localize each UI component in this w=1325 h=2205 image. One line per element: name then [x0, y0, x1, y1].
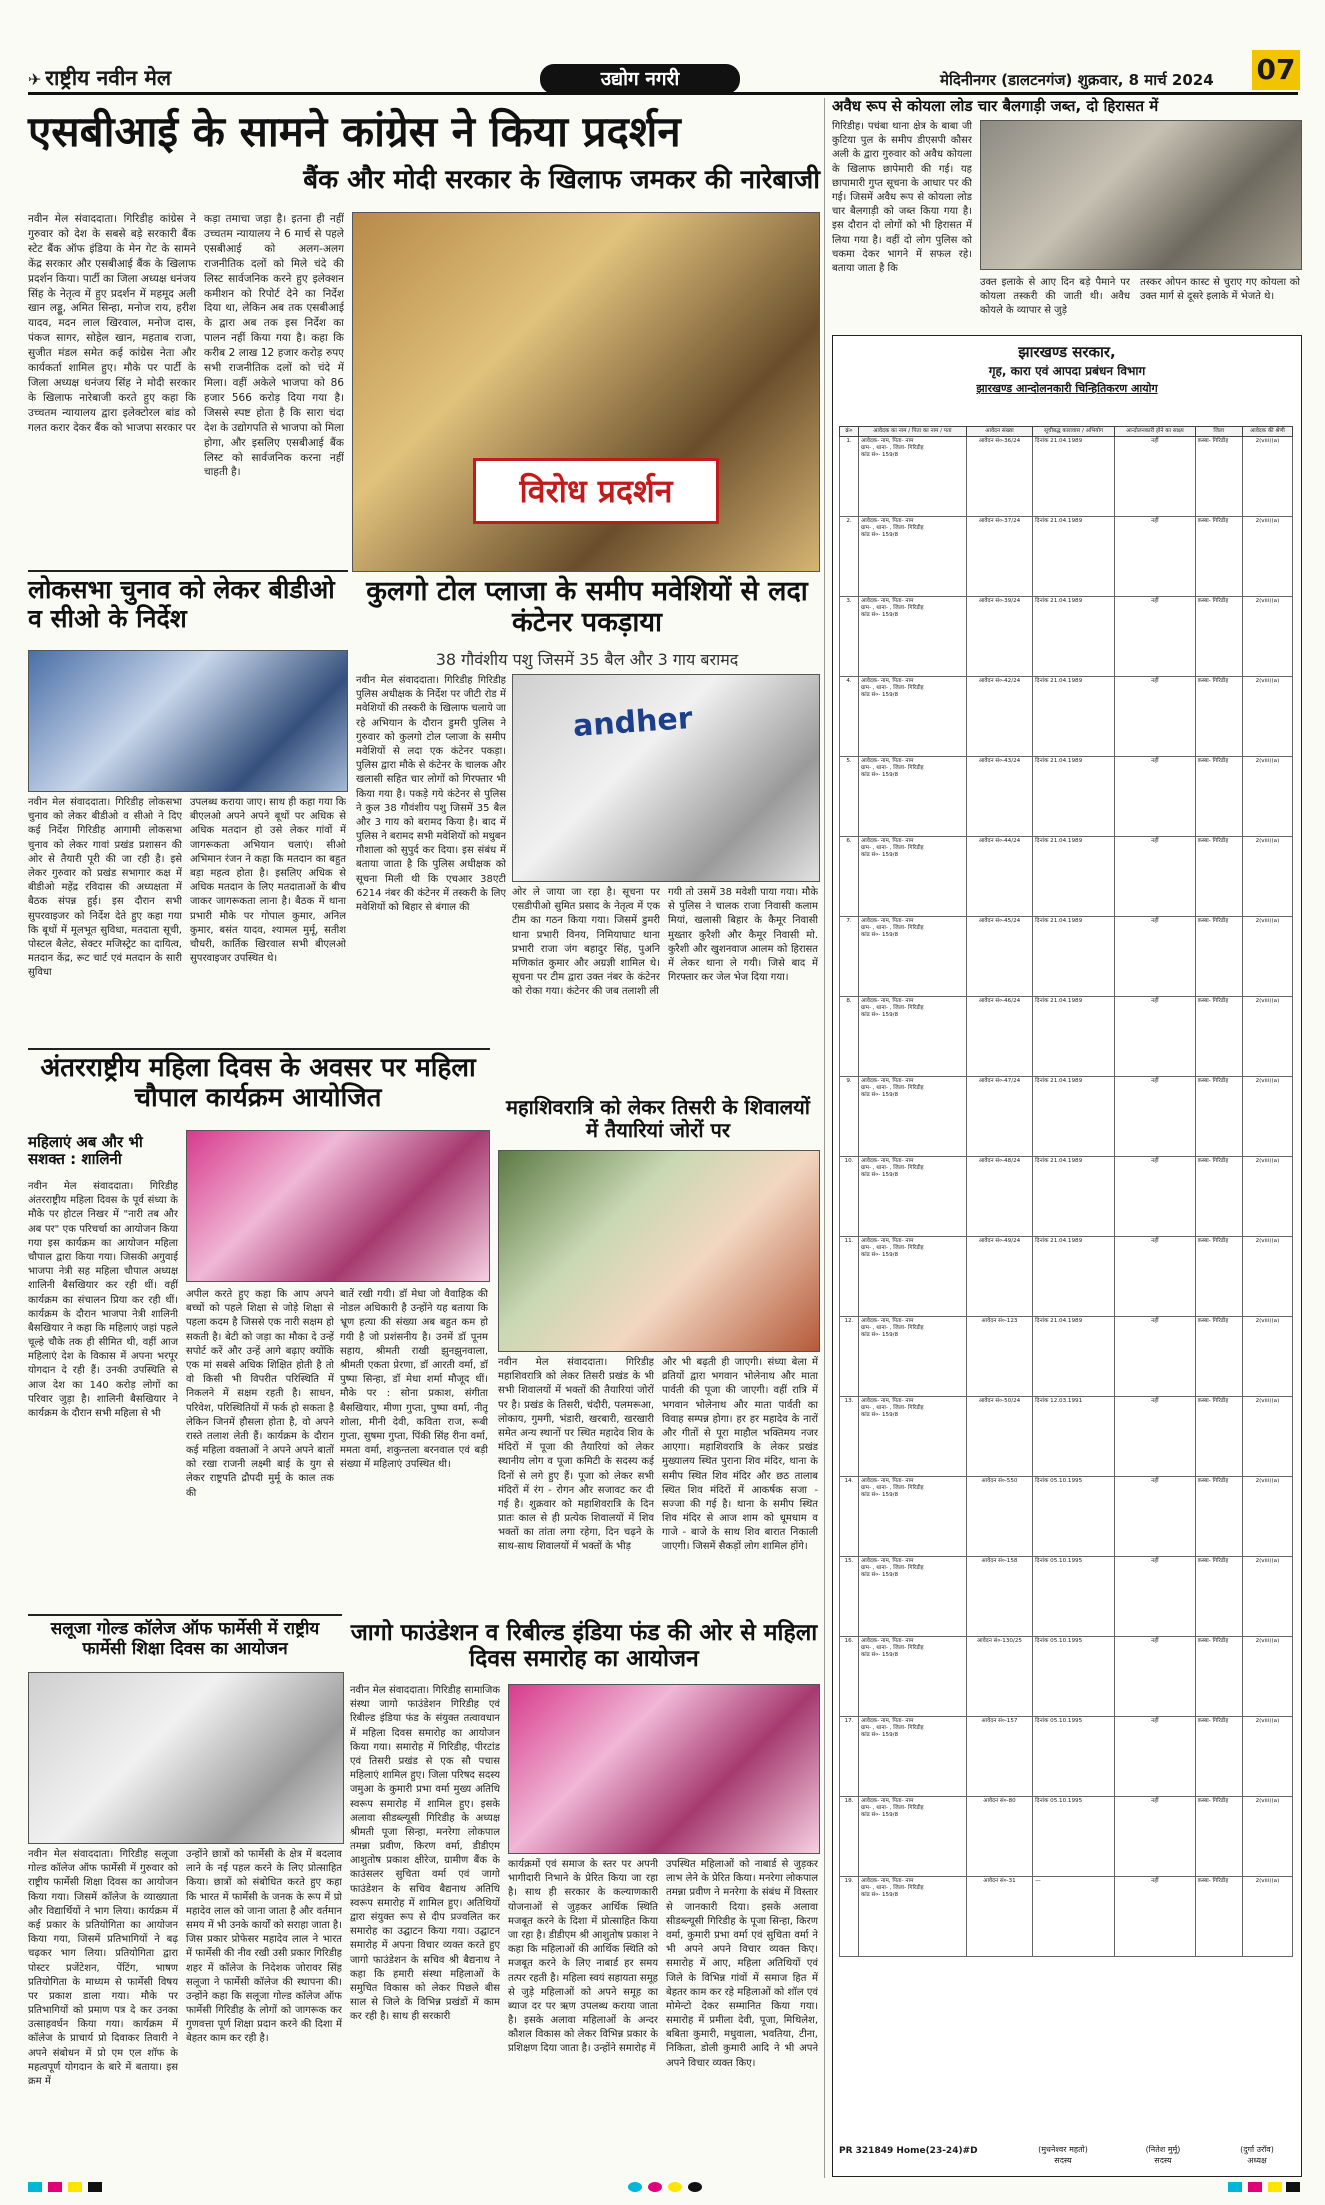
notice-cell: आवेदन सं०-50/24 [966, 1396, 1032, 1476]
pr-number: PR 321849 Home(23-24)#D [839, 2146, 978, 2156]
notice-cell-line: कांड सं०- 159/8 [861, 611, 899, 618]
notice-cell [859, 596, 967, 676]
womens-day-col-2: अपील करते हुए कहा कि आप अपने बच्चों को पहले शिक्षा से जोड़े शिक्षा से पहला कदम है जिससे एक नारी सक्षम हो सकती है। बेटी को जड़ा का मौका दे उन्हें सपोर्ट करें और उन्हें आगे बढ़ाए क्योंकि एक मां सबसे अधिक शिक्षित होती है तो वो किसी भी विपरीत परिस्थिति में निकलने में सक्षम रहती है। साधन, परिवेश, परिस्थितियों में फर्क हो सकता है लेकिन जिनमें हौसला होता है, वो अपने रास्ते तलाश लेती हैं। कार्यक्रम के दौरान कई महिला वक्ताओं ने अपने अपने बातों को रखा राजनी लक्ष्मी बाई के युग से लेकर राष्ट्रपति द्रौपदी मुर्मू के काल तक की [186, 1289, 334, 1499]
notice-cell: आवेदन सं०-39/24 [966, 596, 1032, 676]
notice-cell: 2(viii)(a) [1242, 1316, 1292, 1396]
notice-cell: नहीं [1115, 1236, 1195, 1316]
signatory-3-role: अध्यक्ष [1247, 2156, 1267, 2165]
notice-cell-line: ग्राम- , थाना- , जिला- गिरिडीह [861, 604, 924, 611]
notice-cell [859, 1556, 967, 1636]
notice-cell: कस्बा- गिरिडीह [1195, 836, 1242, 916]
notice-cell: कस्बा- गिरिडीह [1195, 916, 1242, 996]
notice-cell: आवेदन सं०-42/24 [966, 676, 1032, 756]
notice-cell: कस्बा- गिरिडीह [1195, 1476, 1242, 1556]
notice-cell: 14. [840, 1476, 859, 1556]
signatory-3-name: (दुर्गा उरॉव) [1240, 2145, 1274, 2154]
notice-cell-line: आवेदक- नाम, पिता- नाम [861, 677, 914, 684]
womens-group-photo [186, 1130, 490, 1282]
notice-row [840, 836, 1293, 916]
notice-cell: कस्बा- गिरिडीह [1195, 596, 1242, 676]
signatory-2-role: सदस्य [1154, 2156, 1172, 2165]
notice-cell-line: ग्राम- , थाना- , जिला- गिरिडीह [861, 924, 924, 931]
notice-cell: 2(viii)(a) [1242, 1556, 1292, 1636]
notice-row [840, 596, 1293, 676]
coal-col-1: गिरिडीह। पचंबा थाना क्षेत्र के बाबा जी कुटिया पुल के समीप डीएसपी कौसर अली के द्वारा गुरुवार को अवैध कोयला के खिलाफ छापेमारी की गई। यह छापामारी गुप्त सूचना के आधार पर की गई। जिसमें अवैध रूप से कोयला लोड चार बैलगाड़ी को जब्त किया गया है। इस दौरान दो लोगों को भी हिरासत में लिया गया है। वहीं दो लोग पुलिस को चकमा देकर भागने में सफल रहे। बताया जाता है कि [832, 121, 972, 274]
coal-col-3: तस्कर ओपन कास्ट से चुराए गए कोयला को उक्त मार्ग से दूसरे इलाके में भेजते थे। [1140, 277, 1300, 303]
notice-cell: नहीं [1115, 1396, 1195, 1476]
notice-col-header: जिला [1195, 427, 1242, 437]
container-truck-photo [512, 674, 820, 882]
notice-col-header: आवेदक की श्रेणी [1242, 427, 1292, 437]
notice-cell: कस्बा- गिरिडीह [1195, 1156, 1242, 1236]
notice-cell-line: आवेदक- नाम, पिता- नाम [861, 1077, 914, 1084]
notice-cell: 2(viii)(a) [1242, 836, 1292, 916]
notice-cell [859, 676, 967, 756]
coal-col-2: उक्त इलाके से आए दिन बड़े पैमाने पर कोयला तस्करी की जाती थी। अवैध कोयले के व्यापार से जुड़े [980, 277, 1130, 317]
notice-cell: कस्बा- गिरिडीह [1195, 1716, 1242, 1796]
print-registration-bar [28, 2182, 1300, 2196]
notice-cell: कस्बा- गिरिडीह [1195, 756, 1242, 836]
jago-event-photo [508, 1684, 820, 1854]
notice-table [839, 426, 1293, 1957]
loksabha-meeting-photo [28, 650, 348, 792]
notice-cell [859, 836, 967, 916]
notice-cell-line: ग्राम- , थाना- , जिला- गिरिडीह [861, 1084, 924, 1091]
notice-cell: नहीं [1115, 596, 1195, 676]
notice-cell: दिनांक 21.04.1989 [1033, 836, 1115, 916]
signatory-1-role: सदस्य [1054, 2156, 1072, 2165]
notice-cell: आवेदन सं०-46/24 [966, 996, 1032, 1076]
kulgo-subhead: 38 गौवंशीय पशु जिसमें 35 बैल और 3 गाय बरामद [435, 650, 739, 669]
kulgo-headline: कुलगो टोल प्लाजा के समीप मवेशियों से लदा कंटेनर पकड़ाया [366, 576, 808, 639]
notice-cell: नहीं [1115, 676, 1195, 756]
notice-cell: कस्बा- गिरिडीह [1195, 1876, 1242, 1956]
temple-photo [498, 1150, 820, 1352]
notice-cell: 2(viii)(a) [1242, 516, 1292, 596]
reg-magenta [648, 2182, 662, 2192]
notice-cell: आवेदन सं०-31 [966, 1876, 1032, 1956]
notice-cell: नहीं [1115, 516, 1195, 596]
notice-cell: 2(viii)(a) [1242, 436, 1292, 516]
divider [28, 1048, 490, 1050]
notice-cell-line: आवेदक- नाम, पिता- नाम [861, 757, 914, 764]
paper-name: ✈ राष्ट्रीय नवीन मेल [28, 64, 171, 92]
notice-cell [859, 516, 967, 596]
coal-headline: अवैध रूप से कोयला लोड चार बैलगाड़ी जब्त, दो हिरासत में [832, 97, 1159, 115]
notice-cell: नहीं [1115, 1876, 1195, 1956]
notice-cell-line: कांड सं०- 159/8 [861, 851, 899, 858]
notice-cell-line: ग्राम- , थाना- , जिला- गिरिडीह [861, 1644, 924, 1651]
notice-row [840, 436, 1293, 516]
notice-cell: 15. [840, 1556, 859, 1636]
notice-cell: दिनांक 05.10.1995 [1033, 1476, 1115, 1556]
notice-title-2: गृह, कारा एवं आपदा प्रबंधन विभाग [988, 364, 1146, 378]
notice-cell: आवेदन सं०-49/24 [966, 1236, 1032, 1316]
notice-header-row [840, 427, 1293, 437]
notice-table-body [840, 436, 1293, 1956]
notice-cell-line: कांड सं०- 159/8 [861, 1251, 899, 1258]
notice-cell-line: कांड सं०- 159/8 [861, 1171, 899, 1178]
notice-cell-line: कांड सं०- 159/8 [861, 931, 899, 938]
notice-cell: 2(viii)(a) [1242, 596, 1292, 676]
notice-row [840, 1396, 1293, 1476]
notice-cell: दिनांक 21.04.1989 [1033, 436, 1115, 516]
reg-magenta [1248, 2182, 1262, 2192]
notice-row [840, 1636, 1293, 1716]
coal-cart-photo [980, 120, 1302, 270]
notice-cell-line: ग्राम- , थाना- , जिला- गिरिडीह [861, 1564, 924, 1571]
notice-cell-line: आवेदक- नाम, पिता- नाम [861, 1477, 914, 1484]
notice-cell [859, 1716, 967, 1796]
notice-row [840, 1716, 1293, 1796]
dateline: मेदिनीनगर (डालटनगंज) शुक्रवार, 8 मार्च 2024 [940, 71, 1214, 89]
notice-row [840, 1556, 1293, 1636]
notice-cell: 2(viii)(a) [1242, 996, 1292, 1076]
notice-col-header: क्रं० [840, 427, 859, 437]
notice-cell: 11. [840, 1236, 859, 1316]
notice-cell: दिनांक 21.04.1989 [1033, 1236, 1115, 1316]
notice-cell: कस्बा- गिरिडीह [1195, 1556, 1242, 1636]
signatory-1-name: (मुधनेश्वर महतो) [1038, 2145, 1088, 2154]
notice-cell [859, 1876, 967, 1956]
notice-cell: 2(viii)(a) [1242, 756, 1292, 836]
notice-cell: नहीं [1115, 1796, 1195, 1876]
notice-cell: 8. [840, 996, 859, 1076]
notice-cell: 13. [840, 1396, 859, 1476]
reg-yellow [1268, 2182, 1282, 2192]
notice-cell-line: कांड सं०- 159/8 [861, 691, 899, 698]
notice-cell: आवेदन सं०-550 [966, 1476, 1032, 1556]
notice-cell: 4. [840, 676, 859, 756]
notice-cell: 16. [840, 1636, 859, 1716]
notice-cell-line: कांड सं०- 159/8 [861, 771, 899, 778]
notice-row [840, 1876, 1293, 1956]
notice-cell-line: कांड सं०- 159/8 [861, 1491, 899, 1498]
notice-cell-line: आवेदक- नाम, पिता- नाम [861, 597, 914, 604]
notice-title-1: झारखण्ड सरकार, [1018, 343, 1116, 361]
notice-cell: 5. [840, 756, 859, 836]
notice-cell: 2(viii)(a) [1242, 1636, 1292, 1716]
notice-cell [859, 996, 967, 1076]
signatory-3 [1217, 2144, 1297, 2166]
notice-cell: 2(viii)(a) [1242, 1156, 1292, 1236]
notice-cell: आवेदन सं०-36/24 [966, 436, 1032, 516]
shivratri-col-1: नवीन मेल संवाददाता। गिरिडीह महाशिवरात्रि को लेकर तिसरी प्रखंड के भी सभी शिवालयों में भक्तों की तैयारियां जोरों पर है। प्रखंड के तिसरी, चंदौरी, पलमरूआ, लोकाय, गुमगी, भंडारी, खरबारी, खरखारी समेत अन्य स्थानों पर स्थित महादेव शिव के मंदिरों में पूजा की तैयारियां को लेकर स्थानीय लोग व पूजा कमिटी के सदस्य कई दिनों से लगे हुए हैं। पूजा को लेकर सभी मंदिरों में रंग - रोगन और सजावट कर दी गई है। शुक्रवार को महाशिवरात्रि के दिन प्रातः काल से ही प्रत्येक शिवालयों में शिव भक्तों का तांता लगा रहेगा, दिन चढ़ने के साथ-साथ शिवालयों में भक्तों के भीड़ [498, 1357, 654, 1553]
reg-magenta [48, 2182, 62, 2192]
notice-cell [859, 1236, 967, 1316]
notice-cell: कस्बा- गिरिडीह [1195, 996, 1242, 1076]
notice-cell-line: आवेदक- नाम, पिता- नाम [861, 1317, 914, 1324]
lead-col-1: नवीन मेल संवाददाता। गिरिडीह कांग्रेस ने गुरुवार को देश के सबसे बड़े सरकारी बैंक स्टेट बैंक ऑफ इंडिया के मेन गेट के सामने केंद्र सरकार और एसबीआई बैंक के खिलाफ प्रदर्शन किया। पार्टी का जिला अध्यक्ष धनंजय सिंह के नेतृत्व में हुए प्रदर्शन में महमूद अली खान लड्डू, अमित सिन्हा, मनोज राय, हरीश यादव, मदन लाल खिरवाल, मनोज दास, पंकज सागर, सोहेल खान, महताब राजा, सुजीत मंडल समेत कई कांग्रेस नेता और कार्यकर्ता शामिल हुए। मौके पर पार्टी के जिला अध्यक्ष धनंजय सिंह ने मोदी सरकार के खिलाफ नारेबाजी करते हुए कहा कि उच्चतम न्यायालय द्वारा इलेक्टोरल बांड को गलत करार देकर बैंक को भाजपा सरकार पर [28, 213, 196, 434]
notice-cell: दिनांक 05.10.1995 [1033, 1796, 1115, 1876]
notice-cell: दिनांक 21.04.1989 [1033, 756, 1115, 836]
notice-row [840, 1316, 1293, 1396]
lead-col-2: कड़ा तमाचा जड़ा है। इतना ही नहीं उच्चतम न्यायालय ने 6 मार्च से पहले एसबीआई को अलग-अलग राजनीतिक दलों को मिले चंदे की लिस्ट सार्वजनिक करने हुए इलेक्शन कमीशन को रिपोर्ट देने का निर्देश दिया था, लेकिन अब तक एसबीआई के द्वारा अब तक इस निर्देश का पालन नहीं किया गया है। कहा कि करीब 2 लाख 12 हजार करोड़ रुपए सभी राजनीतिक दलों को चंदे में मिला। वहीं अकेले भाजपा को 86 हजार 566 करोड़ दिया गया है। जिससे स्पष्ट होता है कि सारा चंदा देश के उद्योगपति से भाजपा को मिला होगा, और इसलिए एसबीआई बैंक लिस्ट को सार्वजनिक करना नहीं चाहती है। [204, 213, 344, 479]
govt-notice-panel [832, 335, 1302, 2177]
lead-subhead: बैंक और मोदी सरकार के खिलाफ जमकर की नारेबाजी [303, 165, 820, 195]
reg-yellow [68, 2182, 82, 2192]
notice-col-header: आवेदक का नाम / पिता का नाम / पता [859, 427, 967, 437]
loksabha-headline: लोकसभा चुनाव को लेकर बीडीओ व सीओ के निर्देश [28, 575, 335, 633]
notice-cell: दिनांक 21.04.1989 [1033, 1316, 1115, 1396]
notice-row [840, 1236, 1293, 1316]
notice-cell [859, 436, 967, 516]
notice-cell: — [1033, 1876, 1115, 1956]
notice-cell: कस्बा- गिरिडीह [1195, 516, 1242, 596]
notice-cell-line: ग्राम- , थाना- , जिला- गिरिडीह [861, 1884, 924, 1891]
notice-row [840, 1156, 1293, 1236]
kulgo-col-2: ओर ले जाया जा रहा है। सूचना पर एसडीपीओ सुमित प्रसाद के नेतृत्व में एक टीम का गठन किया गया। जिसमें डुमरी थाना प्रभारी विनय, निमियाघाट थाना प्रभारी राजा जंग बहादुर सिंह, पुअनि मणिकांत कुमार और अग्रज्ञी शामिल थे। सूचना पर टीम द्वारा उक्त नंबर के कंटेनर को रोका गया। कंटेनर की जब तलाशी ली [512, 887, 660, 998]
notice-cell-line: आवेदक- नाम, पिता- नाम [861, 1557, 914, 1564]
notice-cell [859, 756, 967, 836]
notice-cell [859, 1316, 967, 1396]
notice-cell: नहीं [1115, 1636, 1195, 1716]
notice-cell: 2(viii)(a) [1242, 1396, 1292, 1476]
notice-cell-line: आवेदक- नाम, पिता- नाम [861, 1157, 914, 1164]
notice-cell-line: कांड सं०- 159/8 [861, 1651, 899, 1658]
notice-cell-line: आवेदक- नाम, पिता- नाम [861, 1717, 914, 1724]
notice-cell: 2. [840, 516, 859, 596]
notice-cell-line: ग्राम- , थाना- , जिला- गिरिडीह [861, 1484, 924, 1491]
reg-cyan [628, 2182, 642, 2192]
notice-cell: कस्बा- गिरिडीह [1195, 1396, 1242, 1476]
notice-row [840, 996, 1293, 1076]
notice-cell: 18. [840, 1796, 859, 1876]
notice-cell-line: आवेदक- नाम, पिता- नाम [861, 1237, 914, 1244]
notice-cell [859, 1636, 967, 1716]
notice-cell: दिनांक 21.04.1989 [1033, 916, 1115, 996]
notice-cell-line: कांड सं०- 159/8 [861, 531, 899, 538]
notice-cell: दिनांक 21.04.1989 [1033, 596, 1115, 676]
notice-cell: 2(viii)(a) [1242, 1076, 1292, 1156]
womens-day-headline: अंतरराष्ट्रीय महिला दिवस के अवसर पर महिला चौपाल कार्यक्रम आयोजित [40, 1053, 476, 1113]
notice-cell: आवेदन सं०-37/24 [966, 516, 1032, 596]
notice-cell-line: आवेदक- नाम, पिता- नाम [861, 1637, 914, 1644]
notice-cell: 2(viii)(a) [1242, 1476, 1292, 1556]
notice-cell-line: ग्राम- , थाना- , जिला- गिरिडीह [861, 1244, 924, 1251]
divider [28, 1614, 342, 1616]
womens-day-col-1: नवीन मेल संवाददाता। गिरिडीह अंतरराष्ट्रीय महिला दिवस के पूर्व संध्या के मौके पर होटल निखर में "नारी तब और अब पर" एक परिचर्चा का आयोजन किया गया इस कार्यक्रम का आयोजन महिला चौपाल द्वारा किया गया। जिसकी अगुवाई भाजपा नेत्री सह महिला चौपाल अध्यक्ष शालिनी बैसखियार कर रही थीं। वहीं कार्यक्रम का संचालन प्रिया कर रही थीं। कार्यक्रम के दौरान भाजपा नेत्री शालिनी बैसखियार ने कहा कि महिलाएं जहां पहले चूल्हे चौके तक ही सीमित थी, वहीं आज महिलाएं देश के विकास में अपना भरपूर योगदान दे रही हैं। उनकी उपस्थिति से आज देश का 140 करोड़ लोगों का परिवार जुड़ा है। शालिनी बैसखियार ने कार्यक्रम के दौरान सभी महिला से भी [28, 1181, 178, 1419]
notice-cell-line: आवेदक- नाम, पिता- नाम [861, 997, 914, 1004]
lead-headline: एसबीआई के सामने कांग्रेस ने किया प्रदर्शन [28, 107, 681, 156]
notice-cell-line: कांड सं०- 159/8 [861, 1571, 899, 1578]
notice-cell: 2(viii)(a) [1242, 676, 1292, 756]
notice-cell: कस्बा- गिरिडीह [1195, 436, 1242, 516]
notice-cell: 9. [840, 1076, 859, 1156]
notice-col-header: आवेदन संख्या [966, 427, 1032, 437]
notice-row [840, 676, 1293, 756]
womens-day-quote: महिलाएं अब और भी सशक्त : शालिनी [28, 1133, 143, 1169]
notice-cell: नहीं [1115, 436, 1195, 516]
notice-cell-line: आवेदक- नाम, पिता- नाम [861, 1397, 914, 1404]
reg-yellow [668, 2182, 682, 2192]
jago-col-2: कार्यक्रमों एवं समाज के स्तर पर अपनी भागीदारी निभाने के प्रेरित किया जा रहा है। साथ ही सरकार के कल्याणकारी योजनाओं से जुड़कर आर्थिक स्थिति मजबूत करने के दिशा में प्रोत्साहित किया जा रहा है। डीडीएम श्री आशुतोष प्रकाश ने कहा कि महिलाओं की आर्थिक स्थिति को मजबूत करने के लिए नाबार्ड हर समय तत्पर रहती है। महिला स्वयं सहायता समूह से जुड़े महिलाओं को अपने समूह का ब्याज दर पर ऋण उपलब्ध कराया जाता है। इसके अलावा महिलाओं के अन्दर कौशल विकास को लेकर विभिन्न प्रकार के प्रशिक्षण दिया जाता है। उन्होंने समारोह में [508, 1859, 658, 2055]
lead-protest-photo [352, 212, 820, 572]
notice-cell-line: आवेदक- नाम, पिता- नाम [861, 917, 914, 924]
notice-cell: नहीं [1115, 1156, 1195, 1236]
notice-row [840, 516, 1293, 596]
notice-cell [859, 1396, 967, 1476]
notice-row [840, 756, 1293, 836]
notice-cell-line: कांड सं०- 159/8 [861, 451, 899, 458]
notice-cell: नहीं [1115, 1316, 1195, 1396]
notice-cell: 2(viii)(a) [1242, 916, 1292, 996]
notice-cell: आवेदन सं०-44/24 [966, 836, 1032, 916]
notice-cell: 7. [840, 916, 859, 996]
notice-cell-line: ग्राम- , थाना- , जिला- गिरिडीह [861, 444, 924, 451]
notice-cell: 2(viii)(a) [1242, 1796, 1292, 1876]
notice-cell: 19. [840, 1876, 859, 1956]
notice-cell: आवेदन सं०-158 [966, 1556, 1032, 1636]
page-number: 07 [1252, 50, 1300, 90]
jago-col-1: नवीन मेल संवाददाता। गिरिडीह सामाजिक संस्था जागो फाउंडेशन गिरिडीह एवं रिबील्ड इंडिया फंड के संयुक्त तत्वावधान में महिला दिवस समारोह का आयोजन किया गया। समारोह में गिरिडीह, पीरटांड एवं तिसरी प्रखंड से एक सौ पचास महिलाएं शामिल हुए। जिला परिषद सदस्य जमुआ के कुमारी प्रभा वर्मा मुख्य अतिथि स्वरूप समारोह में शामिल हुए। इसके अलावा सीडब्ल्यूसी गिरिडीह के अध्यक्ष श्रीमती पूजा सिन्हा, मनरेगा लोकपाल तमन्ना प्रवीण, किरण वर्मा, डीडीएम आशुतोष प्रकाश क्षीरेज, ग्रामीण बैंक के काउंसलर सुचिता वर्मा एवं जागो फाउंडेशन के सचिव बैद्यनाथ अतिथि स्वरूप समारोह में शामिल हुए। अतिथियों द्वारा संयुक्त रूप से दीप प्रज्वलित कर समारोह का उद्घाटन किया गया। उद्घाटन समारोह में अपना विचार व्यक्त करते हुए जागो फाउंडेशन के सचिव श्री बैद्यनाथ ने कहा कि हमारी संस्था महिलाओं के समुचित विकास को लेकर पिछले बीस साल से जिले के विभिन्न प्रखंडों में काम कर रही है। साथ ही सरकारी [350, 1685, 500, 2023]
womens-day-col-3: बातें रखी गयी। डॉ मेधा जो वैवाहिक की नोडल अधिकारी है उन्होंने यह बताया कि भ्रूण हत्या की संख्या अब बहुत कम हो गयी है जो प्रशंसनीय है। उनमें डॉ पूनम सहाय, श्रीमती राखी झुनझुनवाला, श्रीमती एकता प्रेरणा, डॉ आरती वर्मा, डॉ पुष्पा सिन्हा, डॉ मेधा शर्मा मौजूद थीं। मौके पर : सोना प्रकाश, संगीता बैसखियार, मीणा गुप्ता, पुष्पा वर्मा, नीतू शोला, मीनी देवी, कविता राज, रूबी गुप्ता, सुषमा गुप्ता, पिंकी सिंह रीना वर्मा, ममता वर्मा, शकुन्तला बरनवाल एवं बड़ी संख्या में महिलाएं उपस्थित थी। [340, 1289, 488, 1471]
notice-cell [859, 1476, 967, 1556]
notice-cell: आवेदन सं०-123 [966, 1316, 1032, 1396]
notice-cell-line: ग्राम- , थाना- , जिला- गिरिडीह [861, 524, 924, 531]
notice-cell-line: कांड सं०- 159/8 [861, 1731, 899, 1738]
notice-cell: नहीं [1115, 1476, 1195, 1556]
reg-black [1286, 2182, 1300, 2192]
notice-cell: आवेदन सं०-48/24 [966, 1156, 1032, 1236]
notice-cell: नहीं [1115, 1076, 1195, 1156]
notice-cell: 2(viii)(a) [1242, 1876, 1292, 1956]
notice-row [840, 1076, 1293, 1156]
column-rule [824, 98, 825, 2178]
notice-cell-line: ग्राम- , थाना- , जिला- गिरिडीह [861, 1804, 924, 1811]
kulgo-col-1: नवीन मेल संवाददाता। गिरिडीह गिरिडीह पुलिस अधीक्षक के निर्देश पर जीटी रोड में मवेशियों की तस्करी के खिलाफ चलाये जा रहे अभियान के दौरान डुमरी पुलिस ने गुरुवार को कुलगो टोल प्लाजा के समीप मवेशियों से लदा एक कंटेनर पकड़ा। पुलिस द्वारा मौके से कंटेनर के चालक और खलासी सहित चार लोगों को गिरफ्तार भी किया गया है। पकड़े गये कंटेनर से पुलिस ने कुल 38 गौवंशीय पशु जिसमें 35 बैल और 3 गाय को बरामद किया है। बाद में पुलिस ने बरामद सभी मवेशियों को मधुबन गौशाला को सुपुर्द कर दिया। इस संबंध में बताया जाता है कि पुलिस अधीक्षक को सूचना मिली थी कि एचआर 38एटी 6214 नंबर की कंटेनर में तस्करी के लिए मवेशियों को बिहार से बंगाल की [356, 675, 506, 913]
notice-cell-line: आवेदक- नाम, पिता- नाम [861, 837, 914, 844]
salluja-col-2: उन्होंने छात्रों को फार्मेसी के क्षेत्र में बदलाव लाने के नई पहल करने के लिए प्रोत्साहित किया। छात्रों को संबोधित करते हुए कहा कि भारत में फार्मेसी के जनक के रूप में प्रो महादेव लाल को जाना जाता है और वर्तमान समय में भी उनके कार्यों को सराहा जाता है। जिस प्रकार प्रोफेसर महादेव लाल ने भारत में फार्मेसी की नीव रखी उसी प्रकार गिरिडीह शहर में कॉलेज के निदेशक जोरावर सिंह सलूजा ने फार्मेसी कॉलेज की स्थापना की। उन्होंने कहा कि सलूजा गोल्ड कॉलेज ऑफ फार्मेसी गिरिडीह के लोगों को जागरूक कर गुणवत्ता पूर्ण शिक्षा प्रदान करने की दिशा में बेहतर काम कर रही है। [186, 1849, 342, 2045]
notice-cell: कस्बा- गिरिडीह [1195, 1636, 1242, 1716]
notice-cell: 2(viii)(a) [1242, 1716, 1292, 1796]
notice-row [840, 1796, 1293, 1876]
shivratri-col-2: और भी बढ़ती ही जाएगी। संध्या बेला में व्रतियों द्वारा भगवान भोलेनाथ और माता पार्वती की पूजा की जाएगी। वहीं रात्रि में भगवान भोलेनाथ और माता पार्वती का विवाह सम्पन्न होगा। हर हर महादेव के नारों और गीतों से पूरा माहौल भक्तिमय नजर आएगा। महाशिवरात्रि के लेकर प्रखंड मुख्यालय स्थित पुराना शिव मंदिर, थाना के समीप स्थित शिव मंदिर और छठ तालाब स्थित शिव मंदिरों में आकर्षक सजा - सज्जा की गई है। थाना के समीप स्थित शिव मंदिर से आज शाम को धूमधाम व गाजे - बाजे के साथ शिव बारात निकाली जाएगी। जिसमें सैकड़ों लोग शामिल होंगे। [662, 1357, 818, 1553]
notice-cell-line: ग्राम- , थाना- , जिला- गिरिडीह [861, 1164, 924, 1171]
notice-cell-line: ग्राम- , थाना- , जिला- गिरिडीह [861, 844, 924, 851]
notice-cell: आवेदन सं०-45/24 [966, 916, 1032, 996]
notice-cell-line: ग्राम- , थाना- , जिला- गिरिडीह [861, 684, 924, 691]
notice-cell [859, 1156, 967, 1236]
notice-cell: दिनांक 05.10.1995 [1033, 1636, 1115, 1716]
reg-black [688, 2182, 702, 2192]
notice-cell: दिनांक 05.10.1995 [1033, 1556, 1115, 1636]
notice-cell: कस्बा- गिरिडीह [1195, 1796, 1242, 1876]
loksabha-col-1: नवीन मेल संवाददाता। गिरिडीह लोकसभा चुनाव को लेकर बीडीओ व सीओ ने दिए कई निर्देश गिरिडीह आगामी लोकसभा चुनाव को लेकर गावां प्रखंड प्रशासन की ओर से तैयारी पूरी की जा रही है। इसे लेकर गुरुवार को प्रखंड सभागार कक्ष में बीडीओ महेंद्र रविदास की अध्यक्षता में बैठक संपन्न हुई। इस दौरान सभी सुपरवाइजर को निर्देश देते हुए कहा गया कि बूथों में मूलभूत सुविधा, मतदाता सूची, पोस्टल बैलेट, सेक्टर मजिस्ट्रेट का दायित्व, मतदान केंद्र, रूट चार्ट एवं मतदान के सारी सुविधा [28, 797, 182, 979]
notice-cell [859, 1796, 967, 1876]
notice-cell-line: ग्राम- , थाना- , जिला- गिरिडीह [861, 1724, 924, 1731]
notice-row [840, 916, 1293, 996]
loksabha-col-2: उपलब्ध कराया जाए। साथ ही कहा गया कि बीएलओ अपने अपने बूथों पर अधिक से अधिक मतदान हो उसे लेकर गांवों में जागरूकता अभियान चलाएं। सीओ अभिमान रंजन ने कहा कि मतदान का बहुत बड़ा महत्व होता है। इसलिए अधिक से अधिक मतदान के लिए मतदाताओं के बीच जाकर जागरूकता लाना है। बैठक में थाना प्रभारी मौके पर गोपाल कुमार, अनिल कुमार, बसंत यादव, श्यामल मुर्मू, सतीश चौधरी, कार्तिक खिरवाल सभी बीएलओ सुपरवाइजर उपस्थित थे। [190, 797, 346, 965]
notice-cell-line: आवेदक- नाम, पिता- नाम [861, 1797, 914, 1804]
shivratri-headline: महाशिवरात्रि को लेकर तिसरी के शिवालयों में तैयारियां जोरों पर [506, 1095, 810, 1142]
notice-title-3: झारखण्ड आन्दोलनकारी चिन्हितिकरण आयोग [976, 382, 1158, 395]
notice-cell: 1. [840, 436, 859, 516]
notice-cell: आवेदन सं०-47/24 [966, 1076, 1032, 1156]
notice-cell: नहीं [1115, 996, 1195, 1076]
notice-col-header: सूचीबद्ध कारावास / अभियोग [1033, 427, 1115, 437]
notice-cell: नहीं [1115, 916, 1195, 996]
notice-cell-line: कांड सं०- 159/8 [861, 1091, 899, 1098]
notice-cell-line: आवेदक- नाम, पिता- नाम [861, 1877, 914, 1884]
notice-cell: 6. [840, 836, 859, 916]
notice-row [840, 1476, 1293, 1556]
pharmacy-college-photo [28, 1672, 344, 1844]
notice-cell-line: कांड सं०- 159/8 [861, 1891, 899, 1898]
divider [28, 570, 348, 572]
notice-cell-line: कांड सं०- 159/8 [861, 1331, 899, 1338]
notice-cell-line: कांड सं०- 159/8 [861, 1411, 899, 1418]
notice-cell: 10. [840, 1156, 859, 1236]
section-tag: उद्योग नगरी [540, 64, 740, 94]
notice-cell-line: आवेदक- नाम, पिता- नाम [861, 437, 914, 444]
notice-cell: कस्बा- गिरिडीह [1195, 1076, 1242, 1156]
notice-cell-line: ग्राम- , थाना- , जिला- गिरिडीह [861, 1004, 924, 1011]
notice-cell: दिनांक 05.10.1995 [1033, 1716, 1115, 1796]
reg-black [88, 2182, 102, 2192]
notice-cell: आवेदन सं०-157 [966, 1716, 1032, 1796]
notice-cell: आवेदन सं०-130/25 [966, 1636, 1032, 1716]
notice-cell-line: ग्राम- , थाना- , जिला- गिरिडीह [861, 764, 924, 771]
notice-cell: नहीं [1115, 836, 1195, 916]
jago-headline: जागो फाउंडेशन व रिबील्ड इंडिया फंड की ओर से महिला दिवस समारोह का आयोजन [350, 1620, 818, 1673]
notice-cell: दिनांक 21.04.1989 [1033, 676, 1115, 756]
salluja-headline: सलूजा गोल्ड कॉलेज ऑफ फार्मेसी में राष्ट्रीय फार्मेसी शिक्षा दिवस का आयोजन [50, 1619, 320, 1659]
notice-cell: आवेदन सं०-43/24 [966, 756, 1032, 836]
notice-cell: 17. [840, 1716, 859, 1796]
notice-cell-line: कांड सं०- 159/8 [861, 1011, 899, 1018]
jago-col-3: उपस्थित महिलाओं को नाबार्ड से जुड़कर लाभ लेने के प्रेरित किया। मनरेगा लोकपाल तमन्ना प्रवीण ने मनरेगा के संबंध में विस्तार से जानकारी दिया। इसके अलावा सीडब्ल्यूसी गिरिडीह के पूजा सिन्हा, किरण वर्मा, कुमारी प्रभा वर्मा एवं सुचिता वर्मा ने भी अपने अपने विचार व्यक्त किए। समारोह में आए, महिला अतिथियों एवं जिले के विभिन्न गांवों में समाज हित में बेहतर काम कर रहे महिलाओं को शॉल एवं मोमेन्टो देकर सम्मानित किया गया। समारोह में प्रमीला देवी, पूजा, मिथिलेश, बबिता कुमारी, मधुवाला, भवतिया, टीना, निकिता, डोली कुमारी आदि ने भी अपने अपने विचार व्यक्त किए। [666, 1859, 818, 2069]
notice-cell-line: आवेदक- नाम, पिता- नाम [861, 517, 914, 524]
reg-cyan [1228, 2182, 1242, 2192]
notice-cell [859, 916, 967, 996]
notice-cell: कस्बा- गिरिडीह [1195, 1236, 1242, 1316]
notice-cell: आवेदन सं०-80 [966, 1796, 1032, 1876]
notice-cell: नहीं [1115, 1716, 1195, 1796]
notice-cell: नहीं [1115, 1556, 1195, 1636]
notice-cell: दिनांक 21.04.1989 [1033, 1156, 1115, 1236]
notice-cell: दिनांक 12.03.1991 [1033, 1396, 1115, 1476]
signatory-2-name: (नितेश मुर्मू) [1145, 2145, 1181, 2154]
notice-cell: नहीं [1115, 756, 1195, 836]
notice-cell: दिनांक 21.04.1989 [1033, 996, 1115, 1076]
kulgo-col-3: गयी तो उसमें 38 मवेशी पाया गया। मौके से पुलिस ने चालक राजा निवासी कलाम मियां, खलासी बिहार के कैमूर निवासी मुख्तार कुरैशी और कैमूर निवासी मो. कुरैशी और खुशनवाज आलम को हिरासत में लेकर थाना ले गयी। जिसे बाद में गिरफ्तार कर जेल भेज दिया गया। [668, 887, 818, 984]
notice-cell-line: कांड सं०- 159/8 [861, 1811, 899, 1818]
notice-cell-line: ग्राम- , थाना- , जिला- गिरिडीह [861, 1324, 924, 1331]
notice-cell: कस्बा- गिरिडीह [1195, 676, 1242, 756]
notice-col-header: आन्दोलनकारी होने का साक्ष्य [1115, 427, 1195, 437]
reg-cyan [28, 2182, 42, 2192]
protest-banner: विरोध प्रदर्शन [473, 458, 719, 524]
signatory-1 [1023, 2144, 1103, 2166]
signatory-2 [1123, 2144, 1203, 2166]
notice-cell: 3. [840, 596, 859, 676]
truck-lettering: andher [571, 700, 694, 745]
notice-cell [859, 1076, 967, 1156]
notice-cell: कस्बा- गिरिडीह [1195, 1316, 1242, 1396]
notice-cell: 12. [840, 1316, 859, 1396]
notice-cell: दिनांक 21.04.1989 [1033, 516, 1115, 596]
notice-cell-line: ग्राम- , थाना- , जिला- गिरिडीह [861, 1404, 924, 1411]
notice-cell: 2(viii)(a) [1242, 1236, 1292, 1316]
salluja-col-1: नवीन मेल संवाददाता। गिरिडीह सलूजा गोल्ड कॉलेज ऑफ फार्मेसी में गुरुवार को राष्ट्रीय फार्मेसी शिक्षा दिवस का आयोजन किया गया। जिसमें कॉलेज के व्याख्याता और विद्यार्थियों ने भाग लिया। कार्यक्रम में कई प्रकार के प्रतियोगिता का आयोजन किया गया, जिसमें प्रतिभागियों ने बढ़ चढ़कर भाग लिया। प्रतियोगिता द्वारा पोस्टर प्रजेंटेशन, पेंटिंग, भाषण प्रतियोगिता के माध्यम से फार्मेसी विषय पर प्रकाश डाला गया। मौके पर प्रतिभागियों को प्रमाण पत्र दे कर उनका उत्साहवर्धन किया गया। कार्यक्रम में कॉलेज के प्राचार्य प्रो दिवाकर तिवारी ने अपने संबोधन में प्रो एम एल शॉफ के महत्वपूर्ण योगदान के बारे में बताया। इस क्रम में [28, 1849, 178, 2087]
notice-cell: दिनांक 21.04.1989 [1033, 1076, 1115, 1156]
